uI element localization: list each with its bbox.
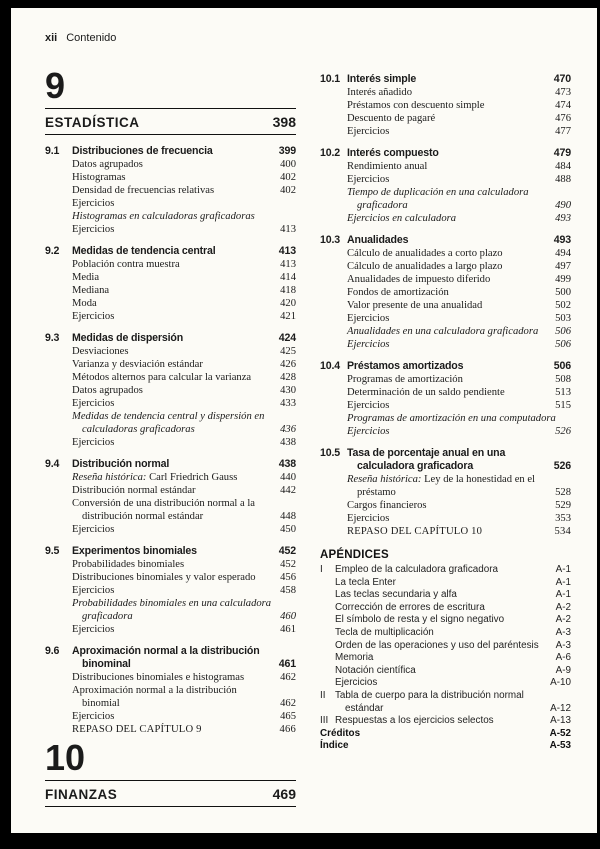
toc-entry-page: 456 [280, 572, 296, 583]
section-heading [320, 234, 571, 247]
section-entries [72, 345, 296, 449]
toc-column-right [320, 64, 571, 817]
toc-entry-page: 438 [280, 437, 296, 448]
toc-entry-page: 529 [555, 500, 571, 511]
toc-section [45, 332, 296, 449]
toc-entry-page: 400 [280, 159, 296, 170]
section-title: Medidas de tendencia central [72, 245, 216, 257]
section-entries [72, 258, 296, 323]
toc-entry-text: Ejercicios [72, 624, 115, 635]
toc-entry [72, 684, 296, 710]
section-heading [45, 645, 296, 671]
appendix-entry-text: Créditos [320, 727, 361, 739]
toc-entry [72, 397, 296, 410]
appendix-entry-page: A-2 [555, 614, 571, 626]
section-number: 10.5 [320, 447, 341, 459]
running-head-title: Contenido [66, 32, 117, 44]
section-heading [45, 245, 296, 258]
toc-entry [72, 723, 296, 736]
toc-entry-text: Interés añadido [347, 87, 413, 98]
toc-entry-text: Préstamos con descuento simple [347, 100, 485, 111]
section-heading [320, 360, 571, 373]
toc-entry-text: Media [72, 272, 100, 283]
toc-entry [72, 271, 296, 284]
appendix-entry-page: A-3 [555, 626, 571, 638]
toc-entry [347, 325, 571, 338]
toc-entry-text: REPASO DEL CAPÍTULO 10 [347, 526, 483, 537]
toc-entry-page: 494 [555, 248, 571, 259]
toc-entry-text: Métodos alternos para calcular la varianza [72, 372, 252, 383]
section-number: 10.3 [320, 234, 341, 246]
toc-entry-page: 402 [280, 185, 296, 196]
section-page: 413 [278, 245, 296, 257]
toc-entry-page: 414 [280, 272, 296, 283]
toc-entry [72, 623, 296, 636]
toc-entry-page: 420 [280, 298, 296, 309]
toc-entry-text: Moda [72, 298, 97, 309]
toc-entry-page: 353 [555, 513, 571, 524]
section-number: 9.1 [45, 145, 60, 157]
toc-entry-page: 402 [280, 172, 296, 183]
toc-entry-text: Determinación de un saldo pendiente [347, 387, 505, 398]
appendix-entry [320, 564, 571, 577]
toc-entry-page: 442 [280, 485, 296, 496]
toc-entry [72, 345, 296, 358]
appendix-entry-text: Empleo de la calculadora graficadora [335, 564, 499, 575]
toc-entry-text: Probabilidades binomiales en una calculadora graficadora [72, 598, 272, 622]
toc-entry-text: Ejercicios [347, 174, 390, 185]
section-number: 9.6 [45, 645, 60, 657]
appendix-entry-page: A-52 [549, 727, 571, 739]
toc-entry [72, 410, 296, 436]
toc-entry-page: 474 [555, 100, 571, 111]
toc-entry-page: 526 [555, 426, 571, 437]
toc-entry-text: Probabilidades binomiales [72, 559, 185, 570]
appendix-entry-text: El símbolo de resta y el signo negativo [335, 614, 505, 626]
section-number: 10.2 [320, 147, 341, 159]
toc-entry-page: 426 [280, 359, 296, 370]
section-entries [347, 373, 571, 438]
chapter-title: FINANZAS [45, 787, 118, 802]
toc-entry-page: 413 [280, 259, 296, 270]
section-number: 10.1 [320, 73, 341, 85]
chapter-opener [45, 65, 296, 135]
page [11, 8, 597, 833]
appendix-entry-text: Las teclas secundaria y alfa [335, 589, 457, 601]
toc-entry [72, 197, 296, 210]
appendix-heading: APÉNDICES [320, 549, 389, 561]
toc-entry [347, 386, 571, 399]
toc-entry [72, 210, 296, 223]
toc-entry-text: Ejercicios [72, 585, 115, 596]
section-title: Aproximación normal a la distribución binominal [72, 645, 260, 670]
resena-historica-label: Reseña histórica: [72, 472, 147, 483]
chapter-number: 9 [45, 68, 296, 109]
toc-entry [347, 247, 571, 260]
toc-columns [45, 64, 571, 817]
toc-entry-page: 465 [280, 711, 296, 722]
toc-entry-text: Ejercicios [347, 313, 390, 324]
toc-entry-page: 500 [555, 287, 571, 298]
section-heading [320, 147, 571, 160]
chapter-title: ESTADÍSTICA [45, 115, 140, 130]
appendix-entry-page: A-13 [550, 715, 571, 727]
toc-entry [347, 212, 571, 225]
section-number: 9.5 [45, 545, 60, 557]
toc-entry-page: 433 [280, 398, 296, 409]
toc-entry [347, 338, 571, 351]
toc-entry-page: 476 [555, 113, 571, 124]
toc-entry-page: 528 [555, 487, 571, 498]
toc-entry-page: 450 [280, 524, 296, 535]
toc-section [45, 458, 296, 536]
toc-entry [72, 558, 296, 571]
section-number: 9.2 [45, 245, 60, 257]
toc-entry [72, 371, 296, 384]
appendix-entry-page: A-2 [555, 601, 571, 613]
toc-entry-text: Aproximación normal a la distribución binomial [72, 685, 237, 709]
toc-entry [72, 436, 296, 449]
section-number: 9.3 [45, 332, 60, 344]
toc-entry-text: REPASO DEL CAPÍTULO 9 [72, 724, 202, 735]
appendix-entry-text: Tecla de multiplicación [335, 626, 434, 638]
chapter-title-row [45, 781, 296, 807]
toc-entry-page: 473 [555, 87, 571, 98]
section-heading [45, 332, 296, 345]
toc-entry-page: 413 [280, 224, 296, 235]
appendix-block [320, 549, 571, 753]
appendix-entry [320, 652, 571, 665]
toc-section [45, 245, 296, 323]
toc-entry [347, 425, 571, 438]
appendix-entry [320, 602, 571, 615]
section-heading [320, 73, 571, 86]
toc-column-left [45, 64, 296, 817]
toc-section [45, 145, 296, 236]
toc-entry [72, 671, 296, 684]
section-page: 438 [278, 458, 296, 470]
toc-entry [347, 473, 571, 499]
chapter-page: 469 [272, 786, 296, 802]
appendix-entry-text: Índice [320, 740, 349, 752]
toc-entry [72, 223, 296, 236]
toc-entry-page: 418 [280, 285, 296, 296]
toc-entry-page: 461 [280, 624, 296, 635]
toc-entry [347, 260, 571, 273]
appendix-entry-label: I [320, 564, 323, 575]
toc-entry [347, 273, 571, 286]
toc-entry [72, 171, 296, 184]
toc-entry-page: 493 [555, 213, 571, 224]
toc-entry-text: Población contra muestra [72, 259, 180, 270]
toc-entry-text: Distribuciones binomiales e histogramas [72, 672, 245, 683]
toc-entry [72, 184, 296, 197]
toc-entry [347, 186, 571, 212]
toc-entry-page: 506 [555, 339, 571, 350]
toc-entry [347, 399, 571, 412]
toc-entry [72, 523, 296, 536]
appendix-entry [320, 677, 571, 690]
appendix-entry [320, 740, 571, 753]
section-page: 493 [553, 234, 571, 246]
toc-entry [347, 525, 571, 538]
toc-entry-page: 462 [280, 698, 296, 709]
chapter-title-row [45, 109, 296, 135]
section-heading [45, 458, 296, 471]
toc-entry [72, 484, 296, 497]
toc-entry-page: 484 [555, 161, 571, 172]
section-title: Anualidades [347, 234, 409, 246]
toc-entry-text: Ejercicios [72, 224, 115, 235]
toc-entry-text: Ejercicios [72, 198, 115, 209]
appendix-entry-label: II [320, 689, 326, 701]
resena-historica-label: Reseña histórica: [347, 474, 422, 485]
toc-entry-page: 430 [280, 385, 296, 396]
toc-entry-page: 448 [280, 511, 296, 522]
section-title: Interés simple [347, 73, 417, 85]
appendix-entry [320, 577, 571, 590]
toc-entry-page: 488 [555, 174, 571, 185]
toc-entry-text: Ejercicios [347, 400, 390, 411]
toc-entry-text: Reseña histórica: Ley de la honestidad en el préstamo [347, 474, 535, 498]
toc-entry-text: Ejercicios [347, 126, 390, 137]
appendix-entry [320, 589, 571, 602]
toc-entry-text: Anualidades en una calculadora graficadora [347, 326, 539, 337]
toc-entry [347, 512, 571, 525]
toc-entry-text: Rendimiento anual [347, 161, 428, 172]
chapter-opener [45, 737, 296, 807]
toc-entry-text: Mediana [72, 285, 110, 296]
section-page: 424 [278, 332, 296, 344]
toc-entry [72, 384, 296, 397]
running-head [45, 32, 571, 44]
toc-entry-text: Ejercicios [72, 711, 115, 722]
toc-entry-text: Ejercicios [72, 524, 115, 535]
chapter-number: 10 [45, 740, 296, 781]
toc-entry-text: Histogramas en calculadoras graficadoras [72, 211, 255, 222]
toc-entry-text: Programas de amortización en una computadora [347, 413, 556, 424]
toc-entry [347, 373, 571, 386]
toc-entry-page: 513 [555, 387, 571, 398]
toc-entry-page: 452 [280, 559, 296, 570]
toc-section [45, 645, 296, 736]
section-page: 479 [553, 147, 571, 159]
appendix-entry-text: Notación científica [335, 664, 416, 676]
toc-entry-text: Ejercicios en calculadora [347, 213, 457, 224]
section-page: 399 [278, 145, 296, 157]
toc-entry [347, 86, 571, 99]
section-page: 506 [553, 360, 571, 372]
section-title: Experimentos binomiales [72, 545, 197, 557]
toc-section [320, 447, 571, 538]
toc-entry-page: 428 [280, 372, 296, 383]
toc-entry [72, 584, 296, 597]
toc-entry [347, 312, 571, 325]
toc-entry-page: 503 [555, 313, 571, 324]
toc-entry-page: 421 [280, 311, 296, 322]
toc-entry-page: 458 [280, 585, 296, 596]
appendix-entry-page: A-12 [550, 702, 571, 714]
appendix-entry-page: A-1 [555, 576, 571, 588]
section-entries [347, 86, 571, 138]
toc-entry-page: 502 [555, 300, 571, 311]
toc-entry [72, 471, 296, 484]
toc-entry [72, 597, 296, 623]
appendix-entry-page: A-3 [555, 639, 571, 651]
appendix-entry-page: A-53 [549, 740, 571, 752]
toc-entry [72, 358, 296, 371]
appendix-entry-text: Corrección de errores de escritura [335, 601, 485, 613]
toc-entry [72, 710, 296, 723]
toc-entry-page: 490 [555, 200, 571, 211]
appendix-entry [320, 640, 571, 653]
section-heading [45, 145, 296, 158]
toc-entry [347, 499, 571, 512]
chapter-page: 398 [272, 114, 296, 130]
toc-entry [347, 412, 571, 425]
appendix-entry-text: La tecla Enter [335, 576, 396, 588]
toc-entry-page: 497 [555, 261, 571, 272]
toc-section [45, 545, 296, 636]
toc-entry [347, 286, 571, 299]
section-number: 9.4 [45, 458, 60, 470]
toc-entry-text: Medidas de tendencia central y dispersión en calculadoras graficadoras [72, 411, 265, 435]
toc-entry-text: Distribuciones binomiales y valor esperado [72, 572, 256, 583]
toc-entry-text: Histogramas [72, 172, 126, 183]
toc-entry-text: Ejercicios [72, 311, 115, 322]
toc-section [320, 360, 571, 438]
toc-entry-text: Cálculo de anualidades a largo plazo [347, 261, 503, 272]
toc-entry [347, 299, 571, 312]
section-title: Interés compuesto [347, 147, 439, 159]
toc-entry-text: Varianza y desviación estándar [72, 359, 203, 370]
section-entries [72, 471, 296, 536]
toc-entry [72, 571, 296, 584]
appendix-entry-text: Tabla de cuerpo para la distribución normal estándar [335, 689, 524, 714]
appendix-entry-page: A-1 [555, 564, 571, 575]
toc-entry-page: 440 [280, 472, 296, 483]
toc-section [320, 73, 571, 138]
toc-entry [72, 258, 296, 271]
section-entries [347, 160, 571, 225]
toc-entry-page: 436 [280, 424, 296, 435]
section-title: Préstamos amortizados [347, 360, 464, 372]
toc-entry-page: 460 [280, 611, 296, 622]
toc-entry-page: 462 [280, 672, 296, 683]
appendix-entry-page: A-6 [555, 652, 571, 664]
toc-entry-page: 534 [554, 526, 571, 537]
toc-entry-text: Programas de amortización [347, 374, 463, 385]
toc-entry [347, 160, 571, 173]
appendix-entry [320, 690, 571, 715]
toc-entry-text: Ejercicios [347, 339, 390, 350]
toc-entry-text: Valor presente de una anualidad [347, 300, 483, 311]
section-page: 470 [553, 73, 571, 85]
section-title: Tasa de porcentaje anual en una calculadora graficadora [347, 447, 506, 472]
toc-entry-text: Ejercicios [72, 398, 115, 409]
toc-entry-page: 425 [280, 346, 296, 357]
page-folio: xii [45, 32, 58, 44]
toc-entry-text: Ejercicios [347, 426, 390, 437]
appendix-entry [320, 627, 571, 640]
toc-entry-page: 515 [555, 400, 571, 411]
toc-entry [72, 158, 296, 171]
appendix-entry-page: A-9 [555, 664, 571, 676]
section-page: 461 [278, 658, 296, 670]
toc-entry [347, 173, 571, 186]
section-entries [347, 247, 571, 351]
appendix-entry-page: A-1 [555, 589, 571, 601]
toc-entry-text: Fondos de amortización [347, 287, 449, 298]
toc-entry-text: Anualidades de impuesto diferido [347, 274, 491, 285]
appendix-entry-label: III [320, 715, 329, 727]
toc-entry-page: 466 [279, 724, 296, 735]
toc-entry-text: Conversión de una distribución normal a la distribución normal estándar [72, 498, 255, 522]
appendix-entry-text: Ejercicios [335, 677, 378, 689]
toc-entry-text: Datos agrupados [72, 385, 143, 396]
toc-entry-text: Distribución normal estándar [72, 485, 196, 496]
section-title: Medidas de dispersión [72, 332, 184, 344]
toc-entry-text: Cálculo de anualidades a corto plazo [347, 248, 503, 259]
toc-entry-text: Tiempo de duplicación en una calculadora graficadora [347, 187, 529, 211]
appendix-entry-text: Respuestas a los ejercicios selectos [335, 715, 494, 727]
appendix-entry [320, 614, 571, 627]
section-entries [72, 558, 296, 636]
toc-entry [347, 99, 571, 112]
toc-entry [72, 497, 296, 523]
appendix-entry-text: Memoria [335, 652, 374, 664]
appendix-entry-page: A-10 [550, 677, 571, 689]
section-page: 452 [278, 545, 296, 557]
section-entries [347, 473, 571, 538]
section-page: 526 [553, 460, 571, 472]
toc-entry-page: 506 [555, 326, 571, 337]
toc-entry-text: Reseña histórica: Carl Friedrich Gauss [72, 472, 238, 483]
toc-entry-text: Ejercicios [72, 437, 115, 448]
toc-entry-text: Descuento de pagaré [347, 113, 436, 124]
section-entries [72, 158, 296, 236]
section-title: Distribuciones de frecuencia [72, 145, 213, 157]
appendix-entry [320, 715, 571, 728]
toc-entry-text: Cargos financieros [347, 500, 427, 511]
section-heading [320, 447, 571, 473]
toc-entry-page: 499 [555, 274, 571, 285]
appendix-entry-text: Orden de las operaciones y uso del paréntesis [335, 639, 539, 651]
toc-section [320, 147, 571, 225]
section-title: Distribución normal [72, 458, 170, 470]
toc-entry-text: Desviaciones [72, 346, 129, 357]
toc-entry [72, 310, 296, 323]
toc-entry [72, 284, 296, 297]
toc-entry [347, 125, 571, 138]
section-number: 10.4 [320, 360, 341, 372]
toc-entry-text: Datos agrupados [72, 159, 143, 170]
section-entries [72, 671, 296, 736]
appendix-entry [320, 665, 571, 678]
toc-entry [347, 112, 571, 125]
toc-section [320, 234, 571, 351]
toc-entry-text: Ejercicios [347, 513, 390, 524]
section-heading [45, 545, 296, 558]
appendix-entry [320, 728, 571, 741]
toc-entry-text: Densidad de frecuencias relativas [72, 185, 215, 196]
toc-entry-page: 477 [555, 126, 571, 137]
toc-entry [72, 297, 296, 310]
toc-entry-page: 508 [555, 374, 571, 385]
